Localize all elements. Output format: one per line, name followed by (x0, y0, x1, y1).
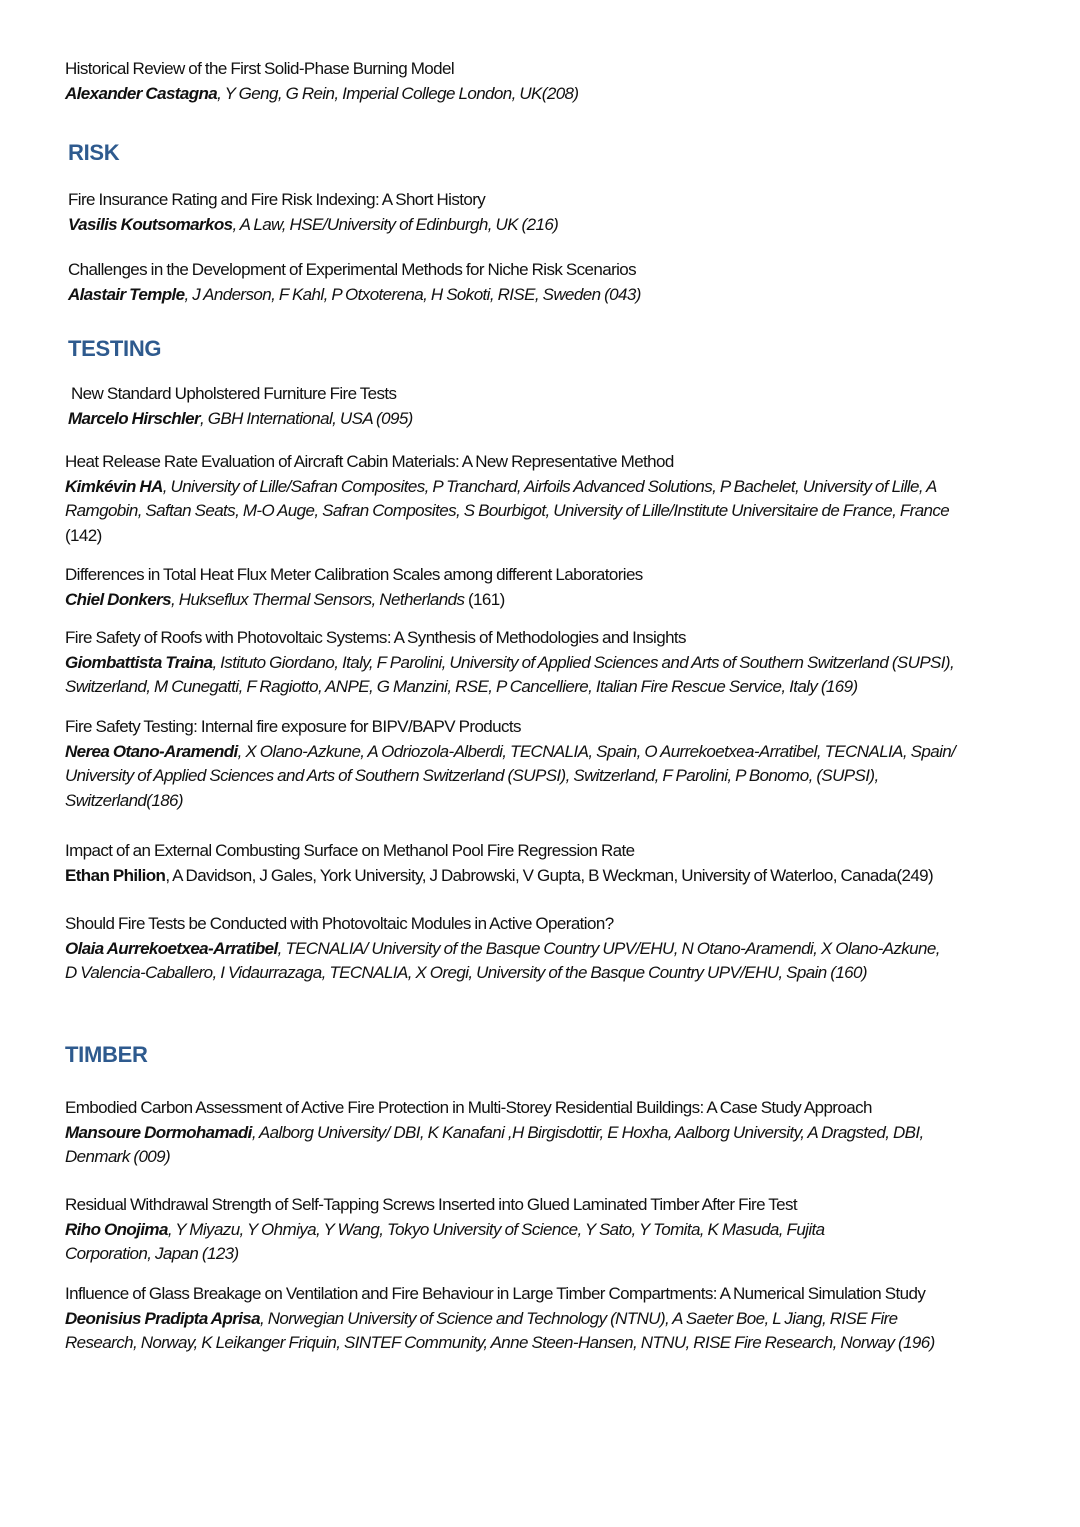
co-authors: , Norwegian University of Science and Technology (NTNU), A Saeter Boe, L Jiang, RISE Fire Research, Norway, K Leikanger Friquin, SINTEF Community, Anne Steen-Hansen, NTNU, RISE Fire Research, Norway (196) (65, 1308, 935, 1352)
paper-authors (65, 651, 1025, 700)
co-authors: , Y Geng, G Rein, Imperial College London, UK(208) (217, 83, 579, 103)
paper-authors (65, 864, 1025, 889)
paper-title: Differences in Total Heat Flux Meter Calibration Scales among different Laboratories (65, 565, 643, 584)
lead-author: Alastair Temple (68, 284, 185, 304)
paper-title: Fire Safety of Roofs with Photovoltaic Systems: A Synthesis of Methodologies and Insights (65, 628, 686, 647)
paper-title: Impact of an External Combusting Surface on Methanol Pool Fire Regression Rate (65, 841, 635, 860)
paper-authors (65, 937, 950, 986)
co-authors: , Istituto Giordano, Italy, F Parolini, University of Applied Sciences and Arts of Southern Switzerland (SUPSI), Switzerland, M Cunegatti, F Ragiotto, ANPE, G Manzini, RSE, P Cancelliere, Italian Fire Rescue Service, Italy (169) (65, 652, 955, 696)
paper-title: Heat Release Rate Evaluation of Aircraft Cabin Materials: A New Representative Method (65, 452, 674, 471)
paper-entry (65, 1096, 955, 1170)
paper-title: Historical Review of the First Solid-Phase Burning Model (65, 59, 455, 78)
lead-author: Deonisius Pradipta Aprisa (65, 1308, 260, 1328)
paper-title: Fire Safety Testing: Internal fire exposure for BIPV/BAPV Products (65, 717, 521, 736)
paper-authors (68, 283, 988, 308)
abstract-number: (161) (464, 589, 505, 609)
co-authors: , Y Miyazu, Y Ohmiya, Y Wang, Tokyo University of Science, Y Sato, Y Tomita, K Masuda, Fujita Corporation, Japan (123) (65, 1219, 825, 1263)
co-authors: , GBH International, USA (095) (199, 408, 413, 428)
paper-entry (65, 1193, 895, 1267)
lead-author: Mansoure Dormohamadi (65, 1122, 252, 1142)
co-authors: , X Olano-Azkune, A Odriozola-Alberdi, TECNALIA, Spain, O Aurrekoetxea-Arratibel, TECNALIA, Spain/ University of Applied Sciences and Arts of Southern Switzerland (SUPSI), Switzerland, F Parolini, P Bonomo, (SUPSI), Switzerland(186) (65, 741, 956, 810)
co-authors: , University of Lille/Safran Composites, P Tranchard, Airfoils Advanced Solutions, P Bachelet, University of Lille, A Ramgobin, Saftan Seats, M-O Auge, Safran Composites, S Bourbigot, University of Lille/Institute Universitaire de France, France (65, 476, 950, 520)
paper-authors (65, 1121, 955, 1170)
paper-title: Challenges in the Development of Experimental Methods for Niche Risk Scenarios (68, 260, 637, 279)
lead-author: Nerea Otano-Aramendi (65, 741, 238, 761)
paper-authors (65, 588, 985, 613)
section-heading-testing: TESTING (68, 336, 162, 361)
section-heading-risk: RISK (68, 140, 120, 165)
lead-author: Riho Onojima (65, 1219, 168, 1239)
co-authors: , Hukseflux Thermal Sensors, Netherlands (171, 589, 465, 609)
paper-entry (65, 1282, 960, 1356)
lead-author: Kimkévin HA (65, 476, 163, 496)
paper-entry (68, 188, 988, 237)
lead-author: Chiel Donkers (65, 589, 172, 609)
paper-authors (68, 407, 988, 432)
paper-title: Influence of Glass Breakage on Ventilation and Fire Behaviour in Large Timber Compartments: A Numerical Simulation Study (65, 1284, 926, 1303)
paper-title: Embodied Carbon Assessment of Active Fire Protection in Multi-Storey Residential Buildings: A Case Study Approach (65, 1098, 872, 1117)
co-authors: , A Davidson, J Gales, York University, J Dabrowski, V Gupta, B Weckman, University of Waterloo, Canada(249) (165, 865, 934, 885)
co-authors: , A Law, HSE/University of Edinburgh, UK (216) (232, 214, 559, 234)
lead-author: Alexander Castagna (65, 83, 218, 103)
paper-entry (65, 57, 985, 106)
paper-entry (68, 382, 988, 431)
paper-title: Should Fire Tests be Conducted with Photovoltaic Modules in Active Operation? (65, 914, 614, 933)
section-heading-timber: TIMBER (65, 1042, 148, 1067)
paper-authors (65, 1307, 960, 1356)
paper-entry (68, 258, 988, 307)
paper-authors (65, 740, 960, 814)
lead-author: Marcelo Hirschler (68, 408, 200, 428)
co-authors: , Aalborg University/ DBI, K Kanafani ,H Birgisdottir, E Hoxha, Aalborg University, A Dragsted, DBI, Denmark (009) (65, 1122, 924, 1166)
paper-entry (65, 450, 955, 548)
lead-author: Giombattista Traina (65, 652, 213, 672)
paper-title: Residual Withdrawal Strength of Self-Tapping Screws Inserted into Glued Laminated Timber After Fire Test (65, 1195, 798, 1214)
paper-entry (65, 912, 950, 986)
paper-title: Fire Insurance Rating and Fire Risk Indexing: A Short History (68, 190, 486, 209)
paper-authors (65, 1218, 895, 1267)
paper-entry (65, 626, 1025, 700)
lead-author: Olaia Aurrekoetxea-Arratibel (65, 938, 278, 958)
paper-title: New Standard Upholstered Furniture Fire Tests (71, 384, 397, 403)
paper-authors (65, 82, 985, 107)
co-authors: , TECNALIA/ University of the Basque Country UPV/EHU, N Otano-Aramendi, X Olano-Azkune, D Valencia-Caballero, I Vidaurrazaga, TECNALIA, X Oregi, University of the Basque Country UPV/EHU, Spain (160) (65, 938, 940, 982)
co-authors: , J Anderson, F Kahl, P Otxoterena, H Sokoti, RISE, Sweden (043) (184, 284, 641, 304)
paper-entry (65, 563, 985, 612)
lead-author: Vasilis Koutsomarkos (68, 214, 233, 234)
lead-author: Ethan Philion (65, 865, 166, 885)
paper-entry (65, 715, 960, 813)
abstract-number: (142) (65, 525, 102, 545)
paper-authors (65, 475, 955, 549)
paper-authors (68, 213, 988, 238)
paper-entry (65, 839, 1025, 888)
